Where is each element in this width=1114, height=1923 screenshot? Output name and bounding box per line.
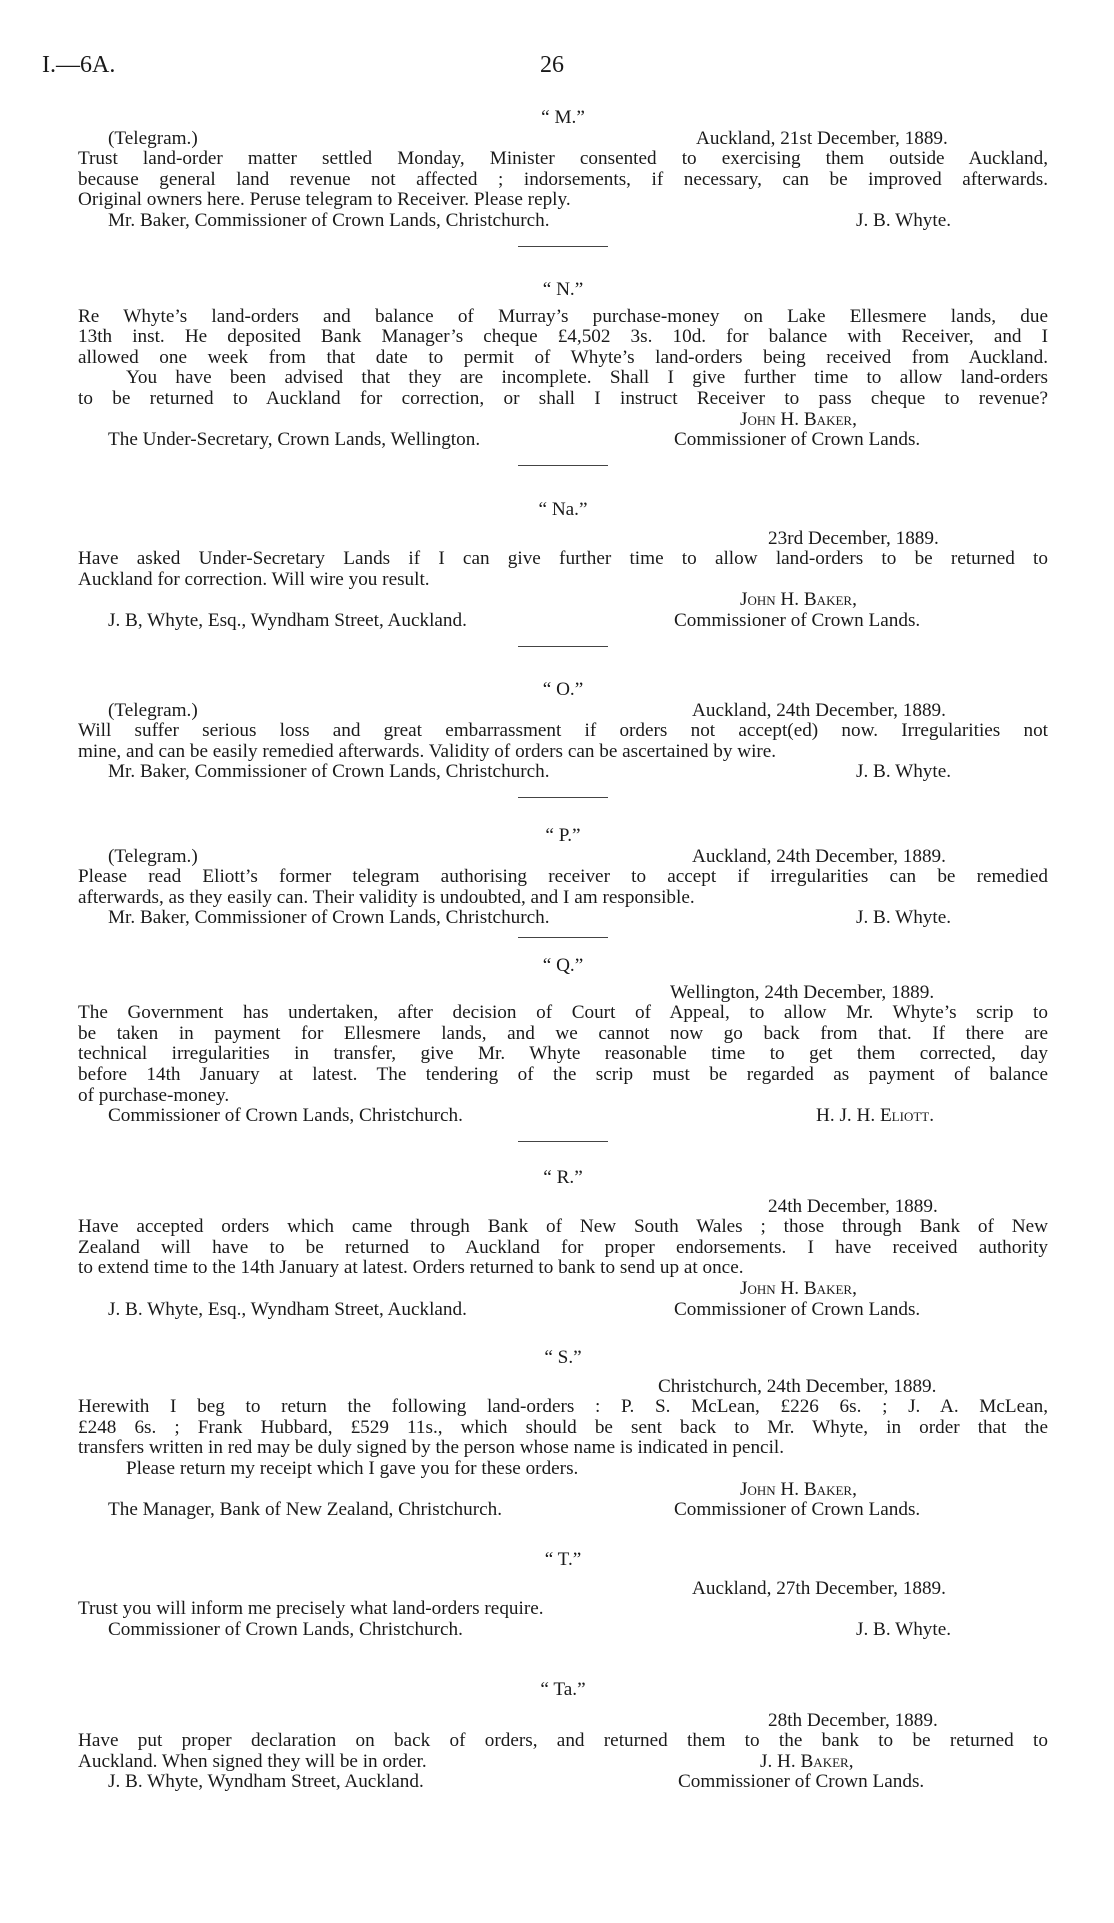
body-line: 13th inst. He deposited Bank Manager’s cheque £4,502 3s. 10d. for balance with Receiver, and I <box>78 327 1048 348</box>
signoff-line <box>78 1772 1048 1793</box>
body-line: You have been advised that they are incomplete. Shall I give further time to allow land-orders <box>126 368 1048 389</box>
addressee: J. B. Whyte, Wyndham Street, Auckland. <box>108 1771 424 1793</box>
dateline: Christchurch, 24th December, 1889. <box>658 1375 937 1397</box>
addressee: J. B. Whyte, Esq., Wyndham Street, Auckland. <box>108 1298 467 1320</box>
dateline: Wellington, 24th December, 1889. <box>670 981 935 1003</box>
document-reference: I.—6A. <box>42 52 116 78</box>
signature-name: John H. Baker, <box>740 1277 857 1299</box>
telegram-label: (Telegram.) <box>108 845 198 867</box>
signature-name: John H. Baker, <box>740 408 857 430</box>
spacer <box>78 632 1048 646</box>
body-line: Have put proper declaration on back of orders, and returned them to the bank to be returned to <box>78 1731 1048 1752</box>
addressee: The Manager, Bank of New Zealand, Christchurch. <box>108 1499 503 1521</box>
section-letter: “ Q.” <box>542 955 584 976</box>
section-letter: “ T.” <box>544 1549 582 1570</box>
section-q <box>78 956 1048 1142</box>
section-letter: “ P.” <box>545 825 581 846</box>
addressee: Mr. Baker, Commissioner of Crown Lands, Christchurch. <box>108 761 550 783</box>
signoff-line <box>78 1500 1048 1521</box>
signature: J. B. Whyte. <box>856 209 952 231</box>
section-ta <box>78 1680 1048 1793</box>
section-divider <box>518 1141 608 1142</box>
signature-title: Commissioner of Crown Lands. <box>674 609 921 631</box>
signoff-line <box>78 1620 1048 1641</box>
dateline-line <box>78 983 1048 1004</box>
signature-title: Commissioner of Crown Lands. <box>674 429 921 451</box>
signature-title: Commissioner of Crown Lands. <box>674 1298 921 1320</box>
body-line: Original owners here. Peruse telegram to Receiver. Please reply. <box>78 189 571 211</box>
body-line: Will suffer serious loss and great embarrassment if orders not accept(ed) now. Irregularities not <box>78 721 1048 742</box>
section-divider <box>518 465 608 466</box>
section-t <box>78 1550 1048 1640</box>
dateline-line <box>78 1377 1048 1398</box>
section-divider <box>518 246 608 247</box>
body-line: because general land revenue not affected ; indorsements, if necessary, can be improved afterwards. <box>78 169 1048 190</box>
dateline: Auckland, 21st December, 1889. <box>696 127 948 149</box>
body-line: afterwards, as they easily can. Their validity is undoubted, and I am responsible. <box>78 886 695 908</box>
signature-title: Commissioner of Crown Lands. <box>674 1499 921 1521</box>
body-line: The Government has undertaken, after decision of Court of Appeal, to allow Mr. Whyte’s scrip to <box>78 1003 1048 1024</box>
addressee: J. B, Whyte, Esq., Wyndham Street, Auckland. <box>108 609 467 631</box>
body-line: £248 6s. ; Frank Hubbard, £529 11s., which should be sent back to Mr. Whyte, in order that the <box>78 1417 1048 1438</box>
heading-line <box>78 847 1048 868</box>
body-line: to extend time to the 14th January at latest. Orders returned to bank to send up at once. <box>78 1257 744 1279</box>
telegram-label: (Telegram.) <box>108 699 198 721</box>
body-line: Herewith I beg to return the following land-orders : P. S. McLean, £226 6s. ; J. A. McLean, <box>78 1397 1048 1418</box>
section-letter: “ Ta.” <box>540 1679 586 1700</box>
body-line: transfers written in red may be duly signed by the person whose name is indicated in pencil. <box>78 1437 785 1459</box>
section-letter: “ N.” <box>542 279 584 300</box>
body-line: Trust you will inform me precisely what land-orders require. <box>78 1598 544 1620</box>
dateline: Auckland, 27th December, 1889. <box>692 1577 946 1599</box>
body-line: Re Whyte’s land-orders and balance of Murray’s purchase-money on Lake Ellesmere lands, due <box>78 306 1048 327</box>
spacer <box>78 232 1048 246</box>
section-na <box>78 500 1048 647</box>
body-line: mine, and can be easily remedied afterwards. Validity of orders can be ascertained by wire. <box>78 740 777 762</box>
body-line: Please return my receipt which I gave you for these orders. <box>126 1457 579 1479</box>
spacer <box>78 1127 1048 1141</box>
signoff-line <box>78 1106 1048 1127</box>
section-letter: “ Na.” <box>538 499 588 520</box>
dateline: Auckland, 24th December, 1889. <box>692 845 946 867</box>
body-line: of purchase-money. <box>78 1084 230 1106</box>
dateline: 28th December, 1889. <box>768 1709 938 1731</box>
signature-name-line <box>78 1480 1048 1501</box>
heading-line <box>78 701 1048 722</box>
spacer <box>78 929 1048 937</box>
spacer <box>78 451 1048 465</box>
signoff-line <box>78 908 1048 929</box>
signature-name-line <box>78 590 1048 611</box>
body-line: Trust land-order matter settled Monday, Minister consented to exercising them outside Auckland, <box>78 149 1048 170</box>
body-line: allowed one week from that date to permit of Whyte’s land-orders being received from Auckland. <box>78 347 1048 368</box>
section-o <box>78 680 1048 798</box>
section-letter: “ R.” <box>543 1167 583 1188</box>
signoff-line <box>78 762 1048 783</box>
body-line: Auckland for correction. Will wire you result. <box>78 568 430 590</box>
body-line: Have accepted orders which came through Bank of New South Wales ; those through Bank of New <box>78 1217 1048 1238</box>
telegram-label: (Telegram.) <box>108 127 198 149</box>
addressee: Commissioner of Crown Lands, Christchurch. <box>108 1105 463 1127</box>
body-line: technical irregularities in transfer, give Mr. Whyte reasonable time to get them corrected, day <box>78 1044 1048 1065</box>
addressee: The Under-Secretary, Crown Lands, Wellington. <box>108 429 481 451</box>
body-line: Zealand will have to be returned to Auckland for proper endorsements. I have received authority <box>78 1237 1048 1258</box>
dateline-line <box>78 1197 1048 1218</box>
signature-name-line <box>78 410 1048 431</box>
section-m <box>78 108 1048 247</box>
page-number: 26 <box>540 52 564 78</box>
body-line: to be returned to Auckland for correction, or shall I instruct Receiver to pass cheque to revenue? <box>78 388 1048 409</box>
signoff-line <box>78 430 1048 451</box>
section-divider <box>518 797 608 798</box>
signature-name: John H. Baker, <box>740 589 857 611</box>
addressee: Mr. Baker, Commissioner of Crown Lands, Christchurch. <box>108 209 550 231</box>
addressee: Mr. Baker, Commissioner of Crown Lands, Christchurch. <box>108 907 550 929</box>
section-divider <box>518 937 608 938</box>
signature-name-line <box>78 1279 1048 1300</box>
section-letter: “ M.” <box>541 107 585 128</box>
signature: J. B. Whyte. <box>856 907 952 929</box>
signoff-line <box>78 211 1048 232</box>
spacer <box>78 783 1048 797</box>
section-letter: “ S.” <box>544 1347 582 1368</box>
section-n <box>78 280 1048 466</box>
section-divider <box>518 646 608 647</box>
dateline: Auckland, 24th December, 1889. <box>692 699 946 721</box>
body-line: be taken in payment for Ellesmere lands, and we cannot now go back from that. If there are <box>78 1023 1048 1044</box>
signature: J. B. Whyte. <box>856 761 952 783</box>
signature-title: Commissioner of Crown Lands. <box>678 1771 925 1793</box>
dateline: 23rd December, 1889. <box>768 527 939 549</box>
dateline-line <box>78 1579 1048 1600</box>
section-s <box>78 1348 1048 1521</box>
dateline-line <box>78 529 1048 550</box>
signature-name: J. H. Baker, <box>760 1750 854 1772</box>
body-line: Auckland. When signed they will be in order. <box>78 1750 427 1772</box>
signature-name: John H. Baker, <box>740 1478 857 1500</box>
dateline: 24th December, 1889. <box>768 1195 938 1217</box>
body-line: before 14th January at latest. The tendering of the scrip must be regarded as payment of balance <box>78 1064 1048 1085</box>
body-signature-line <box>78 1752 1048 1773</box>
dateline-line <box>78 1711 1048 1732</box>
signoff-line <box>78 1300 1048 1321</box>
section-r <box>78 1168 1048 1320</box>
section-letter: “ O.” <box>542 679 584 700</box>
body-line: Have asked Under-Secretary Lands if I can give further time to allow land-orders to be returned to <box>78 549 1048 570</box>
section-p <box>78 826 1048 938</box>
addressee: Commissioner of Crown Lands, Christchurch. <box>108 1618 463 1640</box>
body-line: Please read Eliott’s former telegram authorising receiver to accept if irregularities can be remedied <box>78 867 1048 888</box>
signature: J. B. Whyte. <box>856 1618 952 1640</box>
signoff-line <box>78 611 1048 632</box>
heading-line <box>78 129 1048 150</box>
signature: H. J. H. Eliott. <box>816 1105 935 1127</box>
